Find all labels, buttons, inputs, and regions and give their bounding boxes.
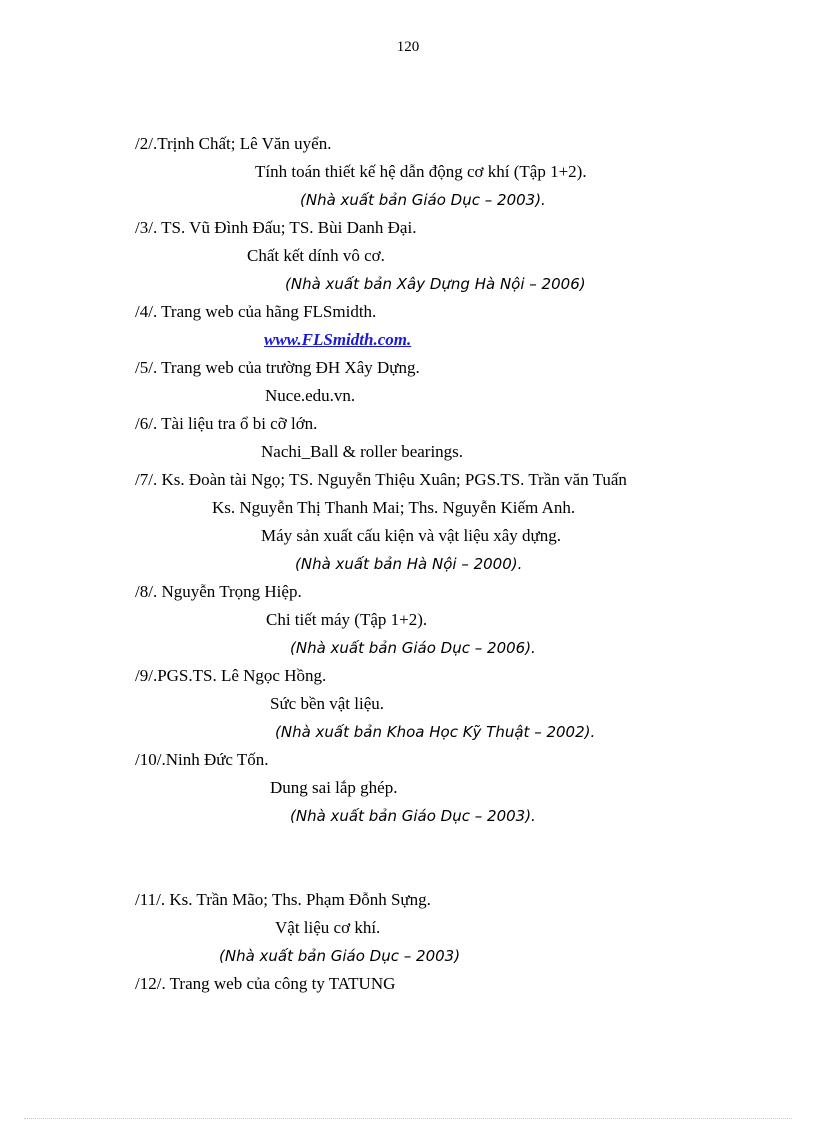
flsmidth-link[interactable]: www.FLSmidth.com. bbox=[264, 330, 412, 349]
reference-7-author: /7/. Ks. Đoàn tài Ngọ; TS. Nguyễn Thiệu Xuân; PGS.TS. Trần văn Tuấn bbox=[135, 470, 627, 489]
reference-10-author: /10/.Ninh Đức Tốn. bbox=[135, 750, 269, 769]
reference-7-coauthors: Ks. Nguyễn Thị Thanh Mai; Ths. Nguyễn Kiếm Anh. bbox=[212, 498, 576, 517]
reference-2-publisher: (Nhà xuất bản Giáo Dục – 2003). bbox=[300, 191, 546, 209]
reference-12-author: /12/. Trang web của công ty TATUNG bbox=[135, 974, 396, 993]
reference-8-author: /8/. Nguyễn Trọng Hiệp. bbox=[135, 582, 302, 601]
reference-11-publisher: (Nhà xuất bản Giáo Dục – 2003) bbox=[219, 947, 461, 965]
reference-11-author: /11/. Ks. Trần Mão; Ths. Phạm Đỗnh Sựng. bbox=[135, 890, 431, 909]
reference-4-author: /4/. Trang web của hãng FLSmidth. bbox=[135, 302, 377, 321]
reference-7-publisher: (Nhà xuất bản Hà Nội – 2000). bbox=[295, 555, 523, 573]
reference-6-title: Nachi_Ball & roller bearings. bbox=[261, 442, 464, 461]
reference-5-site: Nuce.edu.vn. bbox=[265, 386, 356, 405]
reference-3-title: Chất kết dính vô cơ. bbox=[247, 246, 385, 265]
reference-3-author: /3/. TS. Vũ Đình Đấu; TS. Bùi Danh Đại. bbox=[135, 218, 417, 237]
reference-8-title: Chi tiết máy (Tập 1+2). bbox=[266, 610, 428, 629]
page-bottom-border bbox=[24, 1118, 792, 1119]
reference-11-title: Vật liệu cơ khí. bbox=[275, 918, 381, 937]
reference-9-title: Sức bền vật liệu. bbox=[270, 694, 385, 713]
reference-7-title: Máy sản xuất cấu kiện và vật liệu xây dựng. bbox=[261, 526, 562, 545]
reference-6-author: /6/. Tài liệu tra ổ bi cỡ lớn. bbox=[135, 414, 318, 433]
reference-3-publisher: (Nhà xuất bản Xây Dựng Hà Nội – 2006) bbox=[285, 275, 586, 293]
reference-2-author: /2/.Trịnh Chất; Lê Văn uyển. bbox=[135, 134, 332, 153]
reference-10-title: Dung sai lắp ghép. bbox=[270, 778, 398, 797]
reference-9-author: /9/.PGS.TS. Lê Ngọc Hồng. bbox=[135, 666, 327, 685]
reference-8-publisher: (Nhà xuất bản Giáo Dục – 2006). bbox=[290, 639, 536, 657]
reference-5-author: /5/. Trang web của trường ĐH Xây Dựng. bbox=[135, 358, 420, 377]
reference-2-title: Tính toán thiết kế hệ dẫn động cơ khí (Tập 1+2). bbox=[255, 162, 587, 181]
page-number: 120 bbox=[396, 39, 420, 55]
reference-10-publisher: (Nhà xuất bản Giáo Dục – 2003). bbox=[290, 807, 536, 825]
reference-9-publisher: (Nhà xuất bản Khoa Học Kỹ Thuật – 2002). bbox=[275, 723, 596, 741]
